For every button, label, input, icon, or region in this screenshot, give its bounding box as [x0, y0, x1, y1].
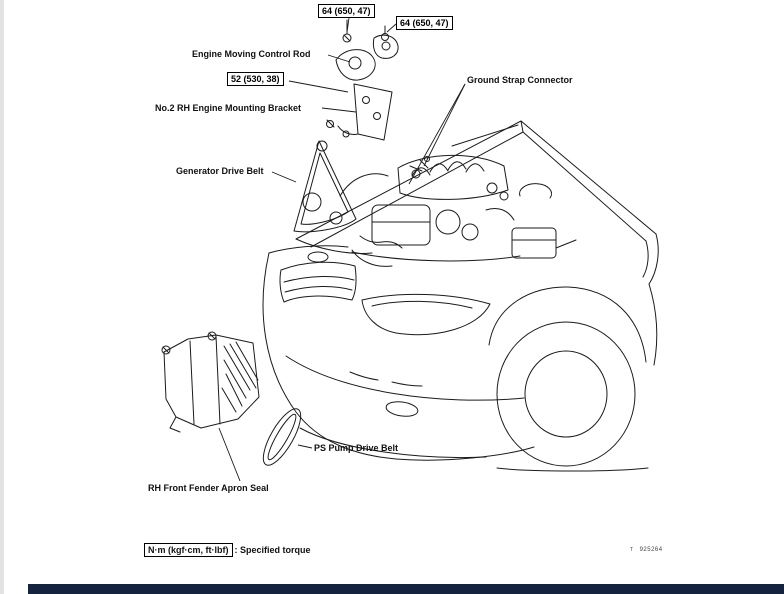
label-rh-front-fender-apron-seal: RH Front Fender Apron Seal — [148, 483, 269, 493]
torque-legend — [144, 543, 311, 557]
torque-spec-box: 52 (530, 38) — [227, 72, 284, 86]
label-engine-moving-control-rod: Engine Moving Control Rod — [192, 49, 311, 59]
figure-code-number: 925264 — [639, 547, 663, 553]
figure-code-mark: T — [630, 547, 634, 553]
label-ground-strap-connector: Ground Strap Connector — [467, 75, 573, 85]
footer-bar — [28, 584, 784, 594]
leader-lines — [219, 18, 465, 481]
label-no2-rh-engine-mounting-bracket: No.2 RH Engine Mounting Bracket — [155, 103, 302, 113]
figure-code — [630, 547, 663, 553]
label-ps-pump-drive-belt: PS Pump Drive Belt — [314, 443, 399, 453]
torque-legend-text: : Specified torque — [234, 545, 311, 555]
torque-spec-box: 64 (650, 47) — [318, 4, 375, 18]
torque-unit-box: N·m (kgf·cm, ft·lbf) — [144, 543, 233, 557]
torque-spec-box: 64 (650, 47) — [396, 16, 453, 30]
label-generator-drive-belt: Generator Drive Belt — [176, 166, 264, 176]
